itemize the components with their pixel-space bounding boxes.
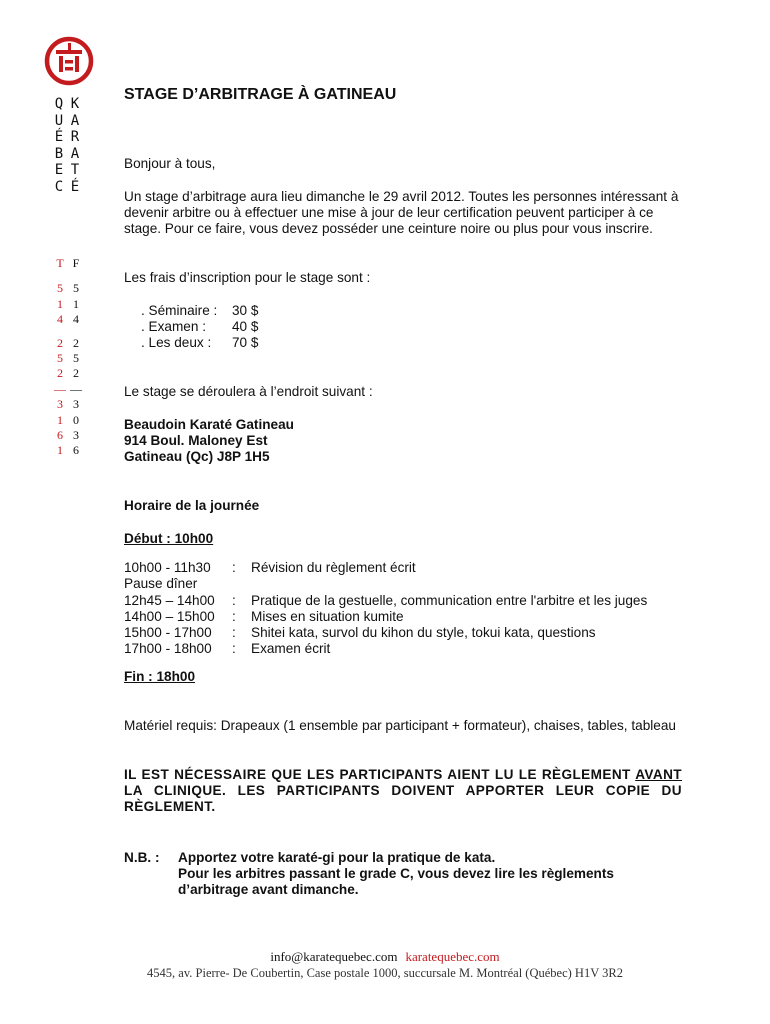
karate-quebec-logo-icon	[44, 36, 94, 86]
telephone-header: T	[56, 256, 64, 270]
telephone-digit: 2	[57, 366, 63, 381]
footer-address: 4545, av. Pierre- De Coubertin, Case postale 1000, succursale M. Montréal (Québec) H1V 3R2	[147, 966, 623, 980]
schedule-time: Pause dîner	[124, 576, 198, 591]
schedule-time: 15h00 - 17h00	[124, 625, 212, 640]
fax-digit: 6	[73, 443, 79, 458]
footer-website[interactable]: karatequebec.com	[405, 949, 500, 964]
schedule-separator: :	[232, 641, 236, 656]
warning-emphasis: AVANT	[635, 767, 682, 782]
wordmark-letter: Q	[54, 96, 64, 112]
wordmark-letter: K	[70, 96, 80, 112]
telephone-digit: —	[54, 381, 66, 396]
schedule-time: 12h45 – 14h00	[124, 593, 215, 608]
telephone-digit: 1	[57, 443, 63, 458]
wordmark-column-karate	[68, 96, 82, 195]
schedule-start: Début : 10h00	[124, 531, 214, 546]
fax-column	[70, 256, 82, 459]
wordmark-letter: B	[54, 145, 64, 162]
nb-line-2: Pour les arbitres passant le grade C, vous devez lire les règlements d’arbitrage avant dimanche.	[178, 866, 614, 898]
fee-value: 30 $	[232, 303, 259, 318]
footer-email[interactable]: info@karatequebec.com	[270, 949, 398, 964]
schedule-time: 17h00 - 18h00	[124, 641, 212, 656]
fax-digit: 5	[73, 281, 79, 296]
wordmark-column-quebec	[52, 96, 66, 195]
warning-text-after: LA CLINIQUE. LES PARTICIPANTS DOIVENT APPORTER LEUR COPIE DU RÈGLEMENT.	[124, 783, 682, 815]
telephone-digit: 4	[57, 312, 63, 327]
fax-digit: 0	[73, 412, 79, 427]
schedule-activity: Révision du règlement écrit	[251, 560, 416, 575]
schedule-separator: :	[232, 593, 236, 608]
schedule-separator: :	[232, 625, 236, 640]
telephone-column	[54, 256, 66, 459]
schedule-activity: Examen écrit	[251, 641, 331, 656]
wordmark-letter: É	[70, 178, 80, 195]
schedule-activity: Shitei kata, survol du kihon du style, tokui kata, questions	[251, 625, 596, 640]
fee-label: . Séminaire :	[141, 303, 218, 318]
telephone-digit: 5	[57, 350, 63, 365]
page-title: STAGE D’ARBITRAGE À GATINEAU	[124, 86, 397, 103]
greeting: Bonjour à tous,	[124, 156, 216, 171]
schedule-activity: Pratique de la gestuelle, communication entre l'arbitre et les juges	[251, 593, 648, 608]
wordmark-letter: A	[70, 145, 80, 162]
wordmark-letter: C	[54, 178, 64, 195]
schedule-heading: Horaire de la journée	[124, 498, 260, 513]
wordmark-letter: E	[54, 162, 64, 178]
wordmark-letter: É	[54, 129, 64, 145]
address-block	[124, 417, 294, 466]
telephone-digit: 1	[57, 412, 63, 427]
warning-notice	[124, 767, 682, 816]
venue-name: Beaudoin Karaté Gatineau	[124, 417, 294, 432]
wordmark-letter: U	[54, 112, 64, 129]
venue-city: Gatineau (Qc) J8P 1H5	[124, 449, 270, 465]
schedule-time: 14h00 – 15h00	[124, 609, 215, 624]
fee-label: . Les deux :	[141, 335, 212, 350]
schedule-separator: :	[232, 560, 236, 575]
fax-header: F	[72, 256, 80, 270]
fax-digit: 3	[73, 427, 79, 442]
schedule-separator: :	[232, 609, 236, 624]
telephone-digit: 3	[57, 397, 63, 412]
location-intro: Le stage se déroulera à l’endroit suivant :	[124, 384, 373, 399]
telephone-digit: 5	[57, 281, 63, 296]
schedule-time: 10h00 - 11h30	[124, 560, 211, 575]
fax-digit: 2	[73, 335, 79, 350]
warning-text-before: IL EST NÉCESSAIRE QUE LES PARTICIPANTS AIENT LU LE RÈGLEMENT	[124, 767, 636, 782]
nb-line-1: Apportez votre karaté-gi pour la pratique de kata.	[178, 850, 496, 865]
nb-label: N.B. :	[124, 850, 160, 865]
fax-digit: —	[70, 381, 82, 396]
schedule-activity: Mises en situation kumite	[251, 609, 404, 624]
fax-digit: 3	[73, 397, 79, 412]
venue-street: 914 Boul. Maloney Est	[124, 433, 268, 449]
fees-intro: Les frais d’inscription pour le stage sont :	[124, 270, 371, 285]
intro-paragraph: Un stage d’arbitrage aura lieu dimanche le 29 avril 2012. Toutes les personnes intéressant à devenir arbitre ou à effectuer une mise à jour de leur certification peuvent participer à ce stage. Pour ce faire, vous devez posséder une ceinture noire ou plus pour vous inscrire.	[124, 189, 679, 237]
fax-digit: 2	[73, 366, 79, 381]
materials-required: Matériel requis: Drapeaux (1 ensemble par participant + formateur), chaises, tables, tableau	[124, 718, 676, 733]
telephone-digit: 6	[57, 427, 63, 442]
nb-text	[178, 850, 658, 899]
schedule-end: Fin : 18h00	[124, 669, 196, 684]
wordmark-letter: A	[70, 112, 80, 129]
footer-contact	[0, 949, 770, 965]
fax-digit: 5	[73, 350, 79, 365]
fax-digit: 1	[73, 296, 79, 311]
wordmark-letter: T	[70, 162, 80, 178]
fee-value: 40 $	[232, 319, 259, 334]
telephone-digit: 2	[57, 335, 63, 350]
fee-label: . Examen :	[141, 319, 206, 334]
fee-value: 70 $	[232, 335, 259, 350]
wordmark-letter: R	[70, 129, 80, 145]
fax-digit: 4	[73, 312, 79, 327]
telephone-digit: 1	[57, 296, 63, 311]
